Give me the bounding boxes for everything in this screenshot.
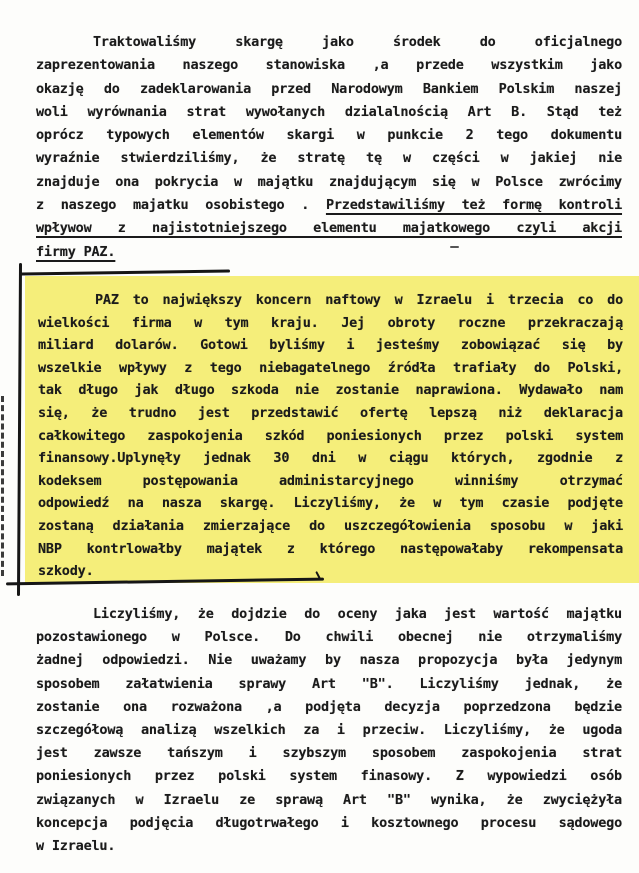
text-line — [36, 171, 622, 194]
text-segment: odpowiedź na nasza skargę. Liczyliśmy, że w tym czasie podjęte — [38, 495, 623, 512]
text-line — [36, 719, 622, 742]
text-segment: całkowitego zaspokojenia szkód poniesionych przez polski system — [38, 427, 623, 444]
text-segment: szkody. — [38, 563, 94, 580]
text-line — [36, 696, 622, 719]
text-segment: wszelkie wpływy z tego niebagatelnego źródła trafiały do Polski, — [38, 359, 623, 376]
text-segment: zaprezentowania naszego stanowiska ,a przede wszystkim jako — [36, 57, 622, 74]
text-line — [38, 470, 623, 493]
text-segment: znajduje ona pokrycia w majątku znajdującym się w Polsce zwrócimy — [36, 173, 622, 190]
highlighted-passage — [25, 276, 639, 583]
text-segment: miliard dolarów. Gotowi byliśmy i jesteśmy zobowiązać się by — [38, 337, 623, 354]
paragraph-paz — [38, 289, 623, 583]
text-segment: żadnej odpowiedzi. Nie uważamy by nasza propozycja była jedynym — [36, 652, 622, 669]
text-line — [36, 194, 622, 217]
text-segment: okazję do zadeklarowania przed Narodowym Bankiem Polskim naszej — [36, 80, 622, 97]
text-line — [36, 742, 622, 765]
text-line — [36, 835, 622, 858]
text-line — [36, 54, 622, 77]
text-segment: zostaną działania zmierzające do uszczegółowienia sposobu w jaki — [38, 517, 623, 534]
text-segment: tak długo jak długo szkoda nie zostanie naprawiona. Wydawało nam — [38, 382, 623, 399]
paragraph-conclusion — [36, 603, 622, 858]
text-segment: związanych w Izraelu ze sprawą Art "B" wynika, że zwyciężyła — [36, 791, 622, 808]
text-segment: oprócz typowych elementów skargi w punkcie 2 tego dokumentu — [36, 127, 622, 144]
text-line — [36, 603, 622, 626]
text-segment: PAZ to największy koncern naftowy w Izraelu i trzecia co do — [95, 292, 623, 308]
text-line — [38, 289, 623, 312]
text-line — [36, 217, 622, 240]
text-line — [36, 765, 622, 788]
text-line — [36, 626, 622, 649]
text-segment: sposobem załatwienia sprawy Art "B". Liczyliśmy jednak, że — [36, 675, 622, 692]
text-line — [38, 312, 623, 335]
text-line — [36, 673, 622, 696]
text-segment: się, że trudno jest przedstawić ofertę lepszą niż deklaracja — [38, 404, 623, 421]
text-line — [36, 147, 622, 170]
text-segment: w Izraelu. — [36, 837, 116, 854]
text-segment: koncepcja podjęcia długotrwałego i kosztownego procesu sądowego — [36, 814, 622, 831]
text-line — [38, 379, 623, 402]
text-line — [36, 812, 622, 835]
hand-drawn-top-line — [20, 270, 230, 276]
text-line — [38, 515, 623, 538]
text-segment: kodeksem postępowania administarcyjnego winniśmy otrzymać — [38, 472, 623, 489]
text-segment: wielkości firma w tym kraju. Jej obroty roczne przekraczają — [38, 314, 623, 331]
text-line — [38, 402, 623, 425]
text-line — [36, 78, 622, 101]
text-segment: szczegółową analizą wszelkich za i przeciw. Liczyliśmy, że ugoda — [36, 721, 622, 738]
text-line — [36, 789, 622, 812]
text-line — [36, 649, 622, 672]
text-line — [36, 124, 622, 147]
text-segment: woli wyrównania strat wywołanych dzialalnością Art B. Stąd też — [36, 103, 622, 120]
text-segment: Traktowaliśmy skargę jako środek do oficjalnego — [93, 34, 622, 50]
text-line — [38, 425, 623, 448]
paragraph-intro — [36, 31, 622, 264]
text-line — [36, 101, 622, 124]
text-segment: jest zawsze tańszym i szybszym sposobem zaspokojenia strat — [36, 745, 622, 762]
text-line — [38, 334, 623, 357]
underlined-text: wpływow z najistotniejszego elementu majatkowego czyli akcji — [36, 220, 622, 237]
text-segment: Liczyliśmy, że dojdzie do oceny jaka jest wartość majątku — [93, 606, 622, 622]
text-segment: zostanie ona rozważona ,a podjęta decyzja poprzedzona będzie — [36, 698, 622, 715]
text-line — [38, 492, 623, 515]
scan-artifact — [450, 246, 459, 248]
underlined-text: firmy PAZ. — [36, 243, 116, 260]
text-segment: NBP kontrlowałby majątek z którego następowałaby rekompensata — [38, 540, 623, 557]
text-segment: poniesionych przez polski system finasowy. Z wypowiedzi osób — [36, 768, 622, 785]
text-line — [38, 538, 623, 561]
text-segment: wyraźnie stwierdziliśmy, że stratę tę w części w jakiej nie — [36, 150, 622, 167]
text-line — [38, 560, 623, 583]
scan-edge-pen-dashes — [1, 396, 4, 576]
text-line — [38, 357, 623, 380]
text-line — [36, 241, 622, 264]
text-segment: pozostawionego w Polsce. Do chwili obecnej nie otrzymaliśmy — [36, 629, 622, 646]
text-segment: z naszego majatku osobistego . — [36, 197, 326, 214]
underlined-text: Przedstawiliśmy też formę kontroli — [325, 197, 623, 214]
hand-drawn-left-line — [17, 263, 22, 596]
text-line — [38, 447, 623, 470]
text-segment: finansowy.Uplynęły jednak 30 dni w ciągu których, zgodnie z — [38, 450, 623, 467]
text-line — [36, 31, 622, 54]
